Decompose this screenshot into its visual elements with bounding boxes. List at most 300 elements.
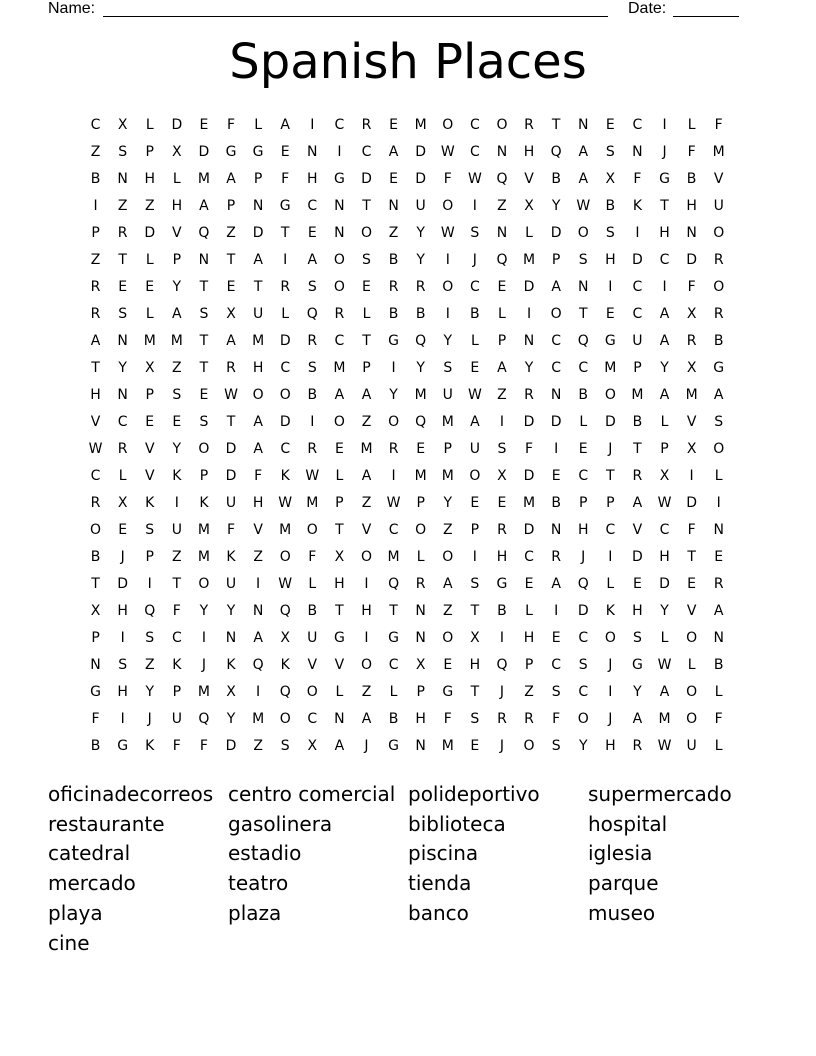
grid-cell: H bbox=[605, 738, 616, 754]
grid-cell: M bbox=[197, 171, 210, 187]
grid-cell: B bbox=[388, 711, 399, 727]
grid-cell: I bbox=[364, 630, 369, 646]
grid-cell: I bbox=[526, 306, 532, 322]
grid-cell: N bbox=[415, 630, 426, 646]
grid-cell: N bbox=[415, 603, 426, 619]
word-list-item: catedral bbox=[48, 841, 131, 866]
grid-cell: N bbox=[686, 225, 697, 241]
grid-cell: Q bbox=[388, 576, 400, 592]
grid-cell: E bbox=[145, 279, 155, 295]
grid-cell: K bbox=[226, 549, 236, 565]
grid-cell: N bbox=[713, 522, 724, 538]
page-title: Spanish Places bbox=[229, 34, 587, 90]
grid-cell: T bbox=[172, 576, 182, 592]
grid-cell: Q bbox=[496, 171, 508, 187]
grid-cell: B bbox=[713, 657, 724, 673]
grid-cell: C bbox=[551, 657, 562, 673]
grid-cell: R bbox=[632, 468, 643, 484]
grid-cell: Z bbox=[90, 252, 101, 268]
grid-cell: V bbox=[144, 468, 155, 484]
grid-cell: P bbox=[470, 522, 480, 538]
grid-cell: G bbox=[659, 171, 670, 187]
grid-cell: N bbox=[198, 252, 210, 268]
grid-cell: R bbox=[117, 441, 128, 457]
grid-cell: R bbox=[307, 441, 318, 457]
grid-cell: X bbox=[686, 441, 697, 457]
grid-cell: E bbox=[118, 279, 128, 295]
grid-cell: T bbox=[470, 684, 480, 700]
grid-cell: J bbox=[581, 549, 586, 565]
grid-cell: W bbox=[440, 144, 455, 160]
grid-cell: O bbox=[90, 522, 102, 538]
grid-cell: D bbox=[632, 252, 643, 268]
grid-cell: M bbox=[658, 711, 671, 727]
grid-cell: U bbox=[225, 495, 237, 511]
grid-cell: D bbox=[577, 603, 589, 619]
grid-cell: Y bbox=[443, 495, 453, 511]
grid-cell: S bbox=[605, 225, 615, 241]
grid-cell: O bbox=[713, 279, 725, 295]
grid-cell: E bbox=[334, 441, 344, 457]
grid-cell: T bbox=[91, 576, 100, 592]
grid-cell: O bbox=[604, 387, 616, 403]
grid-cell: R bbox=[388, 441, 399, 457]
grid-cell: G bbox=[713, 360, 725, 376]
grid-cell: D bbox=[144, 225, 156, 241]
grid-cell: Z bbox=[361, 414, 372, 430]
grid-cell: L bbox=[416, 549, 425, 565]
grid-cell: I bbox=[283, 252, 288, 268]
grid-cell: V bbox=[253, 522, 263, 538]
grid-cell: M bbox=[333, 360, 346, 376]
grid-cell: V bbox=[632, 522, 643, 538]
grid-cell: D bbox=[686, 252, 697, 268]
grid-cell: I bbox=[310, 414, 315, 430]
grid-cell: U bbox=[632, 333, 643, 349]
grid-cell: R bbox=[524, 117, 534, 133]
grid-cell: D bbox=[225, 738, 237, 754]
grid-cell: E bbox=[226, 279, 236, 295]
grid-cell: G bbox=[388, 333, 399, 349]
grid-cell: F bbox=[714, 711, 723, 727]
grid-cell: N bbox=[334, 198, 345, 214]
word-list-item: teatro bbox=[228, 871, 289, 896]
grid-cell: P bbox=[524, 657, 534, 673]
grid-cell: B bbox=[388, 306, 399, 322]
grid-cell: O bbox=[442, 198, 454, 214]
grid-cell: X bbox=[415, 657, 426, 673]
grid-cell: I bbox=[608, 684, 613, 700]
grid-cell: L bbox=[714, 468, 723, 484]
grid-cell: L bbox=[525, 603, 533, 619]
grid-cell: N bbox=[252, 603, 264, 619]
grid-cell: T bbox=[253, 279, 263, 295]
grid-cell: N bbox=[577, 279, 589, 295]
date-label: Date: bbox=[628, 0, 667, 17]
grid-cell: A bbox=[578, 171, 589, 187]
grid-cell: L bbox=[145, 117, 154, 133]
grid-cell: N bbox=[496, 225, 508, 241]
grid-cell: X bbox=[172, 144, 182, 160]
grid-cell: O bbox=[279, 549, 291, 565]
grid-cell: H bbox=[334, 576, 345, 592]
grid-cell: M bbox=[279, 522, 292, 538]
grid-cell: Y bbox=[660, 360, 669, 376]
grid-cell: X bbox=[226, 306, 236, 322]
grid-cell: C bbox=[632, 279, 643, 295]
grid-cell: K bbox=[632, 198, 643, 214]
grid-cell: C bbox=[632, 117, 643, 133]
grid-cell: P bbox=[551, 252, 561, 268]
name-label: Name: bbox=[48, 0, 96, 17]
grid-cell: D bbox=[279, 333, 291, 349]
grid-cell: H bbox=[686, 198, 697, 214]
grid-cell: I bbox=[391, 360, 396, 376]
grid-cell: G bbox=[90, 684, 101, 700]
grid-cell: I bbox=[472, 198, 477, 214]
grid-cell: M bbox=[631, 387, 644, 403]
grid-cell: A bbox=[172, 306, 182, 322]
grid-cell: U bbox=[442, 387, 453, 403]
word-list-item: estadio bbox=[228, 841, 302, 866]
grid-cell: M bbox=[441, 414, 454, 430]
grid-cell: J bbox=[472, 252, 477, 268]
grid-cell: B bbox=[90, 738, 101, 754]
grid-cell: E bbox=[605, 306, 615, 322]
grid-cell: D bbox=[523, 414, 535, 430]
word-list-item: polideportivo bbox=[408, 782, 540, 806]
grid-cell: D bbox=[523, 279, 535, 295]
grid-cell: H bbox=[577, 522, 589, 538]
grid-cell: K bbox=[226, 657, 236, 673]
grid-cell: Z bbox=[253, 738, 263, 754]
grid-cell: C bbox=[469, 279, 480, 295]
grid-cell: C bbox=[469, 117, 480, 133]
grid-cell: L bbox=[525, 225, 533, 241]
grid-cell: S bbox=[497, 441, 507, 457]
grid-cell: R bbox=[686, 333, 697, 349]
grid-cell: N bbox=[550, 522, 562, 538]
grid-cell: O bbox=[333, 279, 345, 295]
grid-cell: S bbox=[199, 306, 209, 322]
grid-cell: C bbox=[469, 144, 480, 160]
grid-cell: X bbox=[524, 198, 534, 214]
grid-cell: I bbox=[635, 225, 640, 241]
grid-cell: B bbox=[388, 252, 399, 268]
grid-cell: M bbox=[143, 333, 156, 349]
grid-cell: S bbox=[172, 387, 182, 403]
grid-cell: N bbox=[496, 144, 508, 160]
grid-cell: A bbox=[361, 387, 372, 403]
grid-cell: J bbox=[120, 549, 125, 565]
grid-cell: D bbox=[523, 522, 535, 538]
grid-cell: C bbox=[578, 468, 589, 484]
grid-cell: F bbox=[714, 117, 723, 133]
grid-cell: G bbox=[631, 657, 643, 673]
grid-cell: P bbox=[172, 684, 182, 700]
grid-cell: E bbox=[578, 441, 588, 457]
grid-cell: T bbox=[470, 603, 480, 619]
grid-cell: A bbox=[334, 387, 345, 403]
grid-cell: A bbox=[659, 306, 670, 322]
grid-cell: P bbox=[226, 198, 236, 214]
grid-cell: M bbox=[441, 468, 454, 484]
word-list bbox=[48, 780, 768, 958]
grid-cell: T bbox=[199, 333, 209, 349]
grid-cell: X bbox=[470, 630, 480, 646]
grid-cell: V bbox=[144, 441, 155, 457]
grid-cell: U bbox=[686, 738, 697, 754]
grid-cell: C bbox=[361, 144, 372, 160]
grid-cell: R bbox=[497, 522, 507, 538]
grid-cell: Z bbox=[144, 657, 155, 673]
grid-cell: C bbox=[171, 630, 182, 646]
grid-cell: S bbox=[307, 360, 317, 376]
grid-cell: S bbox=[145, 630, 155, 646]
grid-cell: R bbox=[334, 306, 345, 322]
grid-cell: Q bbox=[198, 711, 210, 727]
grid-cell: P bbox=[416, 495, 425, 511]
grid-cell: G bbox=[225, 144, 237, 160]
grid-cell: O bbox=[550, 306, 562, 322]
grid-cell: J bbox=[662, 144, 667, 160]
grid-cell: T bbox=[551, 117, 561, 133]
word-list-item: cine bbox=[48, 930, 90, 955]
grid-cell: O bbox=[442, 279, 454, 295]
grid-cell: O bbox=[279, 711, 291, 727]
grid-cell: Q bbox=[279, 684, 291, 700]
grid-cell: E bbox=[497, 279, 507, 295]
grid-cell: H bbox=[659, 549, 670, 565]
grid-cell: O bbox=[279, 387, 291, 403]
grid-cell: D bbox=[550, 414, 562, 430]
grid-cell: S bbox=[118, 144, 128, 160]
grid-cell: I bbox=[554, 603, 559, 619]
grid-cell: I bbox=[310, 117, 315, 133]
grid-cell: Q bbox=[144, 603, 156, 619]
grid-cell: Q bbox=[415, 333, 427, 349]
grid-cell: Q bbox=[496, 657, 508, 673]
grid-cell: N bbox=[334, 225, 345, 241]
grid-cell: D bbox=[415, 171, 427, 187]
grid-cell: L bbox=[714, 684, 723, 700]
grid-cell: C bbox=[117, 414, 128, 430]
grid-cell: Z bbox=[117, 198, 128, 214]
grid-cell: M bbox=[197, 522, 210, 538]
grid-cell: I bbox=[147, 576, 152, 592]
grid-cell: E bbox=[551, 630, 561, 646]
grid-cell: M bbox=[252, 711, 265, 727]
grid-cell: D bbox=[686, 495, 697, 511]
grid-cell: Q bbox=[415, 414, 427, 430]
grid-cell: O bbox=[360, 225, 372, 241]
grid-cell: I bbox=[499, 414, 505, 430]
grid-cell: O bbox=[198, 576, 210, 592]
grid-cell: H bbox=[252, 360, 264, 376]
grid-cell: Y bbox=[524, 360, 534, 376]
grid-cell: L bbox=[335, 684, 344, 700]
grid-cell: N bbox=[117, 333, 128, 349]
grid-cell: M bbox=[252, 333, 265, 349]
grid-cell: T bbox=[199, 279, 209, 295]
grid-cell: E bbox=[470, 495, 480, 511]
grid-cell: L bbox=[145, 306, 154, 322]
grid-cell: U bbox=[225, 576, 237, 592]
grid-cell: B bbox=[551, 495, 561, 511]
grid-cell: H bbox=[605, 252, 616, 268]
grid-cell: F bbox=[254, 468, 263, 484]
grid-cell: Q bbox=[550, 144, 562, 160]
grid-cell: G bbox=[388, 630, 399, 646]
grid-cell: E bbox=[307, 225, 317, 241]
grid-cell: Y bbox=[389, 387, 398, 403]
grid-cell: G bbox=[333, 171, 345, 187]
word-list-item: oficinadecorreos bbox=[48, 782, 214, 806]
word-list-item: centro comercial bbox=[228, 782, 396, 806]
grid-cell: F bbox=[226, 522, 236, 538]
grid-cell: G bbox=[279, 198, 291, 214]
grid-cell: L bbox=[172, 171, 181, 187]
grid-cell: J bbox=[201, 657, 206, 673]
grid-cell: E bbox=[280, 144, 290, 160]
grid-cell: A bbox=[551, 279, 561, 295]
grid-cell: O bbox=[713, 225, 725, 241]
grid-cell: R bbox=[713, 252, 724, 268]
grid-cell: E bbox=[443, 657, 453, 673]
grid-cell: G bbox=[604, 333, 616, 349]
grid-cell: U bbox=[252, 306, 264, 322]
grid-cell: X bbox=[117, 495, 128, 511]
grid-cell: D bbox=[604, 414, 616, 430]
grid-cell: C bbox=[280, 360, 291, 376]
grid-cell: J bbox=[608, 711, 613, 727]
grid-cell: P bbox=[335, 495, 344, 511]
grid-cell: E bbox=[389, 171, 398, 187]
grid-cell: I bbox=[445, 252, 450, 268]
grid-cell: O bbox=[442, 549, 454, 565]
grid-cell: F bbox=[552, 711, 561, 727]
grid-cell: A bbox=[497, 360, 507, 376]
grid-cell: R bbox=[632, 738, 643, 754]
grid-cell: Q bbox=[577, 576, 589, 592]
grid-cell: K bbox=[199, 495, 209, 511]
grid-cell: L bbox=[714, 738, 723, 754]
grid-cell: P bbox=[497, 333, 507, 349]
grid-cell: T bbox=[226, 252, 236, 268]
grid-cell: O bbox=[306, 684, 318, 700]
grid-cell: F bbox=[687, 279, 696, 295]
grid-cell: K bbox=[280, 657, 290, 673]
grid-cell: A bbox=[199, 198, 209, 214]
grid-cell: D bbox=[252, 225, 264, 241]
grid-cell: V bbox=[307, 657, 318, 673]
date-line bbox=[673, 16, 739, 17]
grid-cell: O bbox=[686, 630, 698, 646]
word-list-item: supermercado bbox=[588, 782, 732, 806]
grid-cell: N bbox=[252, 198, 264, 214]
grid-cell: L bbox=[579, 414, 588, 430]
grid-cell: U bbox=[415, 198, 426, 214]
grid-cell: V bbox=[713, 171, 724, 187]
grid-cell: S bbox=[280, 738, 290, 754]
grid-cell: T bbox=[578, 306, 588, 322]
grid-cell: H bbox=[117, 603, 128, 619]
grid-cell: X bbox=[117, 117, 128, 133]
grid-cell: F bbox=[687, 144, 696, 160]
grid-cell: O bbox=[713, 441, 725, 457]
grid-cell: W bbox=[224, 387, 238, 403]
grid-cell: W bbox=[657, 738, 672, 754]
grid-cell: I bbox=[472, 549, 477, 565]
grid-cell: O bbox=[360, 549, 372, 565]
grid-cell: I bbox=[608, 279, 613, 295]
grid-cell: Y bbox=[660, 603, 669, 619]
grid-cell: A bbox=[659, 387, 670, 403]
grid-cell: N bbox=[334, 711, 345, 727]
grid-cell: M bbox=[414, 117, 427, 133]
grid-cell: U bbox=[171, 522, 182, 538]
grid-cell: Q bbox=[279, 603, 291, 619]
grid-cell: J bbox=[608, 441, 613, 457]
grid-cell: D bbox=[523, 468, 535, 484]
grid-cell: M bbox=[523, 495, 536, 511]
grid-cell: F bbox=[443, 171, 452, 187]
grid-cell: E bbox=[118, 522, 128, 538]
grid-cell: R bbox=[90, 306, 101, 322]
grid-cell: E bbox=[470, 360, 480, 376]
grid-cell: C bbox=[578, 630, 589, 646]
grid-cell: P bbox=[253, 171, 263, 187]
grid-cell: D bbox=[117, 576, 129, 592]
grid-cell: L bbox=[308, 576, 317, 592]
word-list-item: mercado bbox=[48, 871, 136, 896]
grid-cell: O bbox=[333, 414, 345, 430]
grid-cell: A bbox=[442, 576, 453, 592]
grid-cell: W bbox=[657, 495, 672, 511]
grid-cell: I bbox=[93, 198, 98, 214]
grid-cell: Z bbox=[497, 198, 507, 214]
grid-cell: N bbox=[523, 333, 535, 349]
grid-cell: Q bbox=[577, 333, 589, 349]
grid-cell: R bbox=[497, 711, 507, 727]
grid-cell: W bbox=[278, 576, 293, 592]
word-list-item: tienda bbox=[408, 871, 472, 896]
grid-cell: A bbox=[551, 576, 561, 592]
grid-cell: R bbox=[117, 225, 128, 241]
word-list-item: piscina bbox=[408, 841, 479, 866]
grid-cell: S bbox=[551, 684, 561, 700]
grid-cell: Z bbox=[253, 549, 263, 565]
grid-cell: P bbox=[362, 360, 371, 376]
grid-cell: C bbox=[659, 252, 670, 268]
grid-cell: T bbox=[226, 414, 236, 430]
grid-cell: T bbox=[633, 441, 642, 457]
grid-cell: B bbox=[686, 171, 697, 187]
grid-cell: I bbox=[662, 279, 667, 295]
grid-cell: R bbox=[226, 360, 236, 376]
grid-cell: A bbox=[253, 252, 263, 268]
grid-cell: J bbox=[608, 657, 613, 673]
grid-cell: Z bbox=[90, 144, 101, 160]
grid-cell: U bbox=[307, 630, 318, 646]
grid-cell: S bbox=[470, 711, 480, 727]
grid-cell: I bbox=[201, 630, 206, 646]
grid-cell: A bbox=[253, 441, 263, 457]
grid-cell: P bbox=[199, 468, 209, 484]
grid-cell: M bbox=[387, 549, 400, 565]
grid-cell: U bbox=[171, 711, 182, 727]
grid-cell: K bbox=[145, 738, 155, 754]
